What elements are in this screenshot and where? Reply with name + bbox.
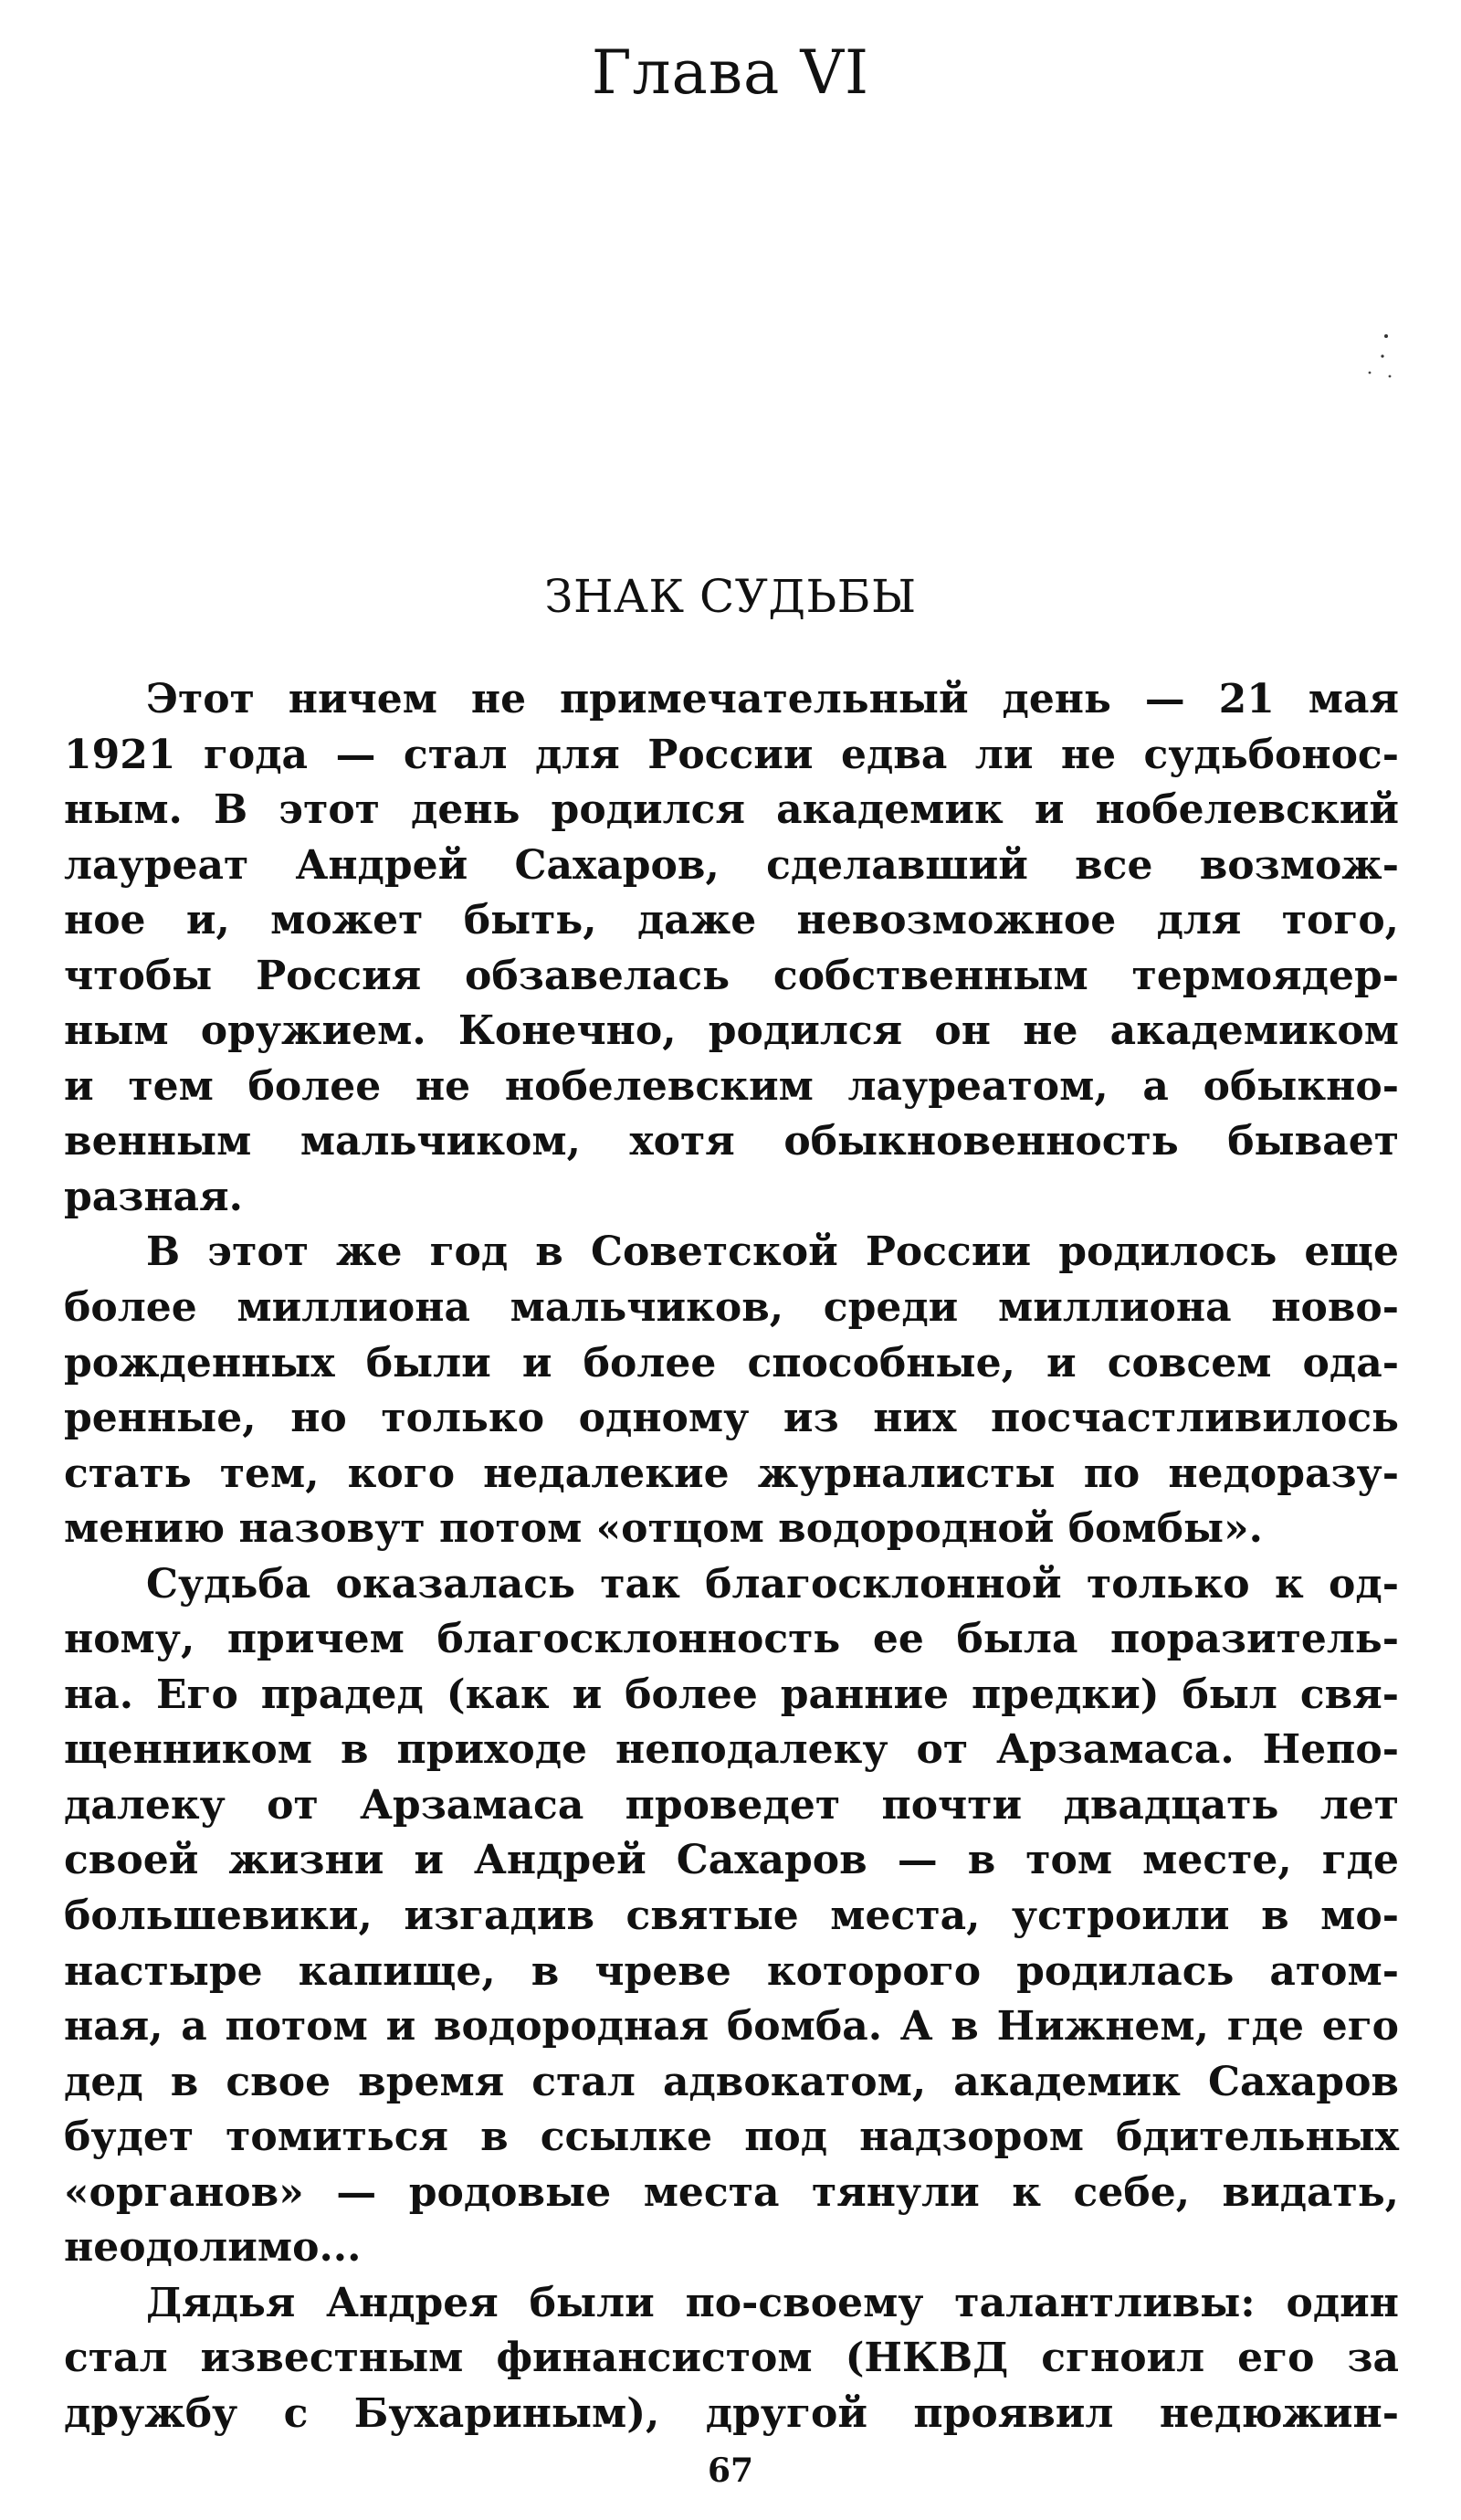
text-line: ному, причем благосклонность ее была поразитель- — [64, 1616, 1399, 1663]
text-line: стать тем, кого недалекие журналисты по недоразу- — [64, 1450, 1399, 1497]
text-line: щенником в приходе неподалеку от Арзамаса. Непо- — [64, 1726, 1399, 1774]
text-line: неодолимо... — [64, 2224, 362, 2272]
text-line: Дядья Андрея были по-своему талантливы: один — [146, 2279, 1399, 2326]
text-line: далеку от Арзамаса проведет почти двадцать лет — [64, 1781, 1399, 1829]
text-line: 1921 года — стал для России едва ли не судьбонос- — [64, 731, 1399, 778]
text-line: стал известным финансистом (НКВД сгноил его за — [64, 2335, 1399, 2382]
text-line: ное и, может быть, даже невозможное для того, — [64, 897, 1399, 944]
text-line: ная, а потом и водородная бомба. А в Нижнем, где его — [64, 2003, 1399, 2051]
text-line: настыре капище, в чреве которого родилась атом- — [64, 1947, 1399, 1995]
text-line: разная. — [64, 1173, 243, 1220]
body-text — [64, 672, 1399, 2442]
text-line: более миллиона мальчиков, среди миллиона ново- — [64, 1284, 1399, 1332]
text-line: ренные, но только одному из них посчастливилось — [64, 1395, 1399, 1442]
text-line: мению назовут потом «отцом водородной бомбы». — [64, 1505, 1263, 1553]
text-line: дружбу с Бухариным), другой проявил недюжин- — [64, 2389, 1399, 2437]
page-number: 67 — [707, 2451, 754, 2490]
text-line: рожденных были и более способные, и совсем ода- — [64, 1339, 1399, 1387]
text-line: и тем более не нобелевским лауреатом, а обыкно- — [64, 1062, 1399, 1110]
print-speck-mark — [1359, 329, 1395, 384]
text-line: дед в свое время стал адвокатом, академик Сахаров — [64, 2058, 1399, 2105]
text-line: своей жизни и Андрей Сахаров — в том месте, где — [64, 1837, 1399, 1884]
chapter-title: Глава VI — [591, 37, 870, 108]
text-line: «органов» — родовые места тянули к себе, видать, — [64, 2168, 1399, 2216]
text-line: Судьба оказалась так благосклонной только к од- — [146, 1560, 1399, 1608]
section-title: ЗНАК СУДЬБЫ — [544, 570, 917, 623]
text-line: Этот ничем не примечательный день — 21 мая — [146, 676, 1399, 722]
text-line: будет томиться в ссылке под надзором бдительных — [64, 2114, 1399, 2161]
text-line: большевики, изгадив святые места, устроили в мо- — [64, 1893, 1399, 1940]
text-line: на. Его прадед (как и более ранние предки) был свя- — [64, 1671, 1399, 1718]
text-line: венным мальчиком, хотя обыкновенность бывает — [64, 1118, 1399, 1165]
text-line: ным оружием. Конечно, родился он не академиком — [64, 1007, 1399, 1055]
text-line: чтобы Россия обзавелась собственным термоядер- — [64, 952, 1399, 999]
text-line: лауреат Андрей Сахаров, сделавший все возмож- — [64, 841, 1399, 889]
text-line: В этот же год в Советской России родилось еще — [146, 1228, 1399, 1276]
text-line: ным. В этот день родился академик и нобелевский — [64, 786, 1399, 834]
